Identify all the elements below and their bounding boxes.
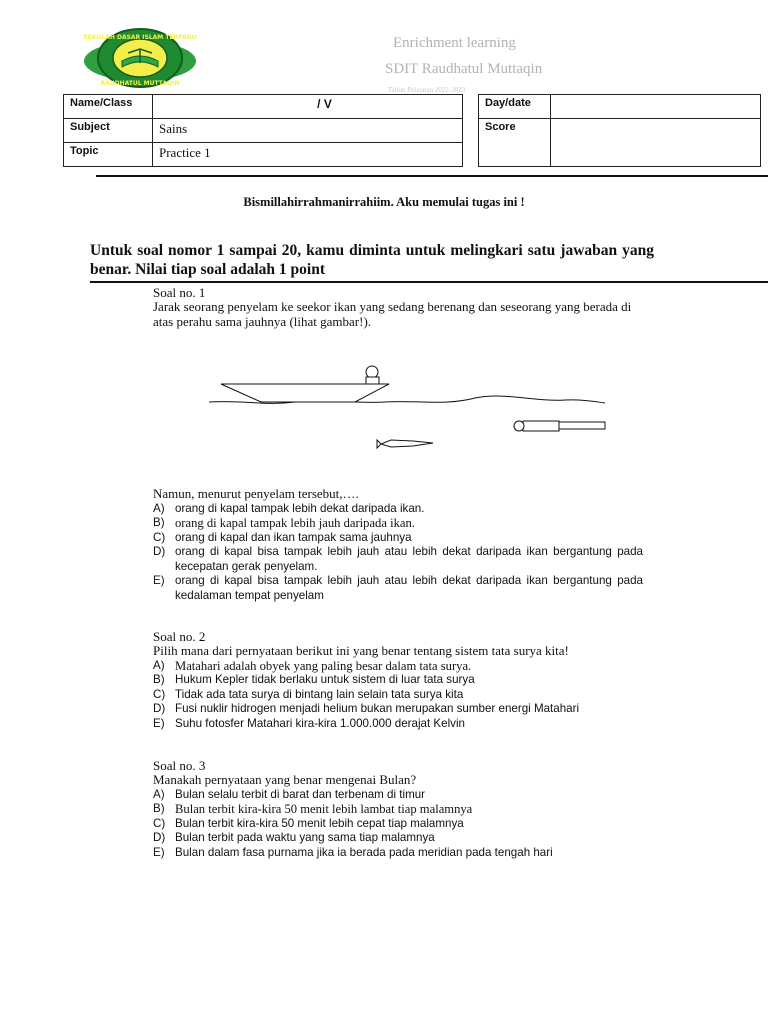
header-title-line1: Enrichment learning <box>393 35 516 51</box>
question-1-number: Soal no. 1 <box>153 285 206 300</box>
score-field[interactable] <box>551 119 761 167</box>
option-2e[interactable]: E) Suhu fotosfer Matahari kira-kira 1.000.000 derajat Kelvin <box>153 716 466 730</box>
question-1-stem: Namun, menurut penyelam tersebut,…. <box>153 486 359 501</box>
day-date-field[interactable] <box>551 95 761 119</box>
logo-text-bottom: RAUDHATUL MUTTAQIN <box>100 80 180 87</box>
option-1c[interactable]: C) orang di kapal dan ikan tampak sama jauhnya <box>153 530 412 544</box>
question-1-text: Jarak seorang penyelam ke seekor ikan yang sedang berenang dan seseorang yang berada di atas perahu sama jauhnya (lihat gambar!). <box>153 299 632 329</box>
question-3-options <box>153 788 643 861</box>
question-2-number: Soal no. 2 <box>153 629 206 644</box>
name-class-label: Name/Class <box>64 95 153 119</box>
question-1 <box>153 286 643 329</box>
question-2-options <box>153 659 643 732</box>
option-3c[interactable]: C) Bulan terbit kira-kira 50 menit lebih cepat tiap malamnya <box>153 816 464 830</box>
subject-label: Subject <box>64 119 153 143</box>
option-2a[interactable]: A) Matahari adalah obyek yang paling besar dalam tata surya. <box>153 658 472 673</box>
question-2-text: Pilih mana dari pernyataan berikut ini yang benar tentang sistem tata surya kita! <box>153 643 569 658</box>
option-1e[interactable]: E) orang di kapal bisa tampak lebih jauh atau lebih dekat daripada ikan bergantung pada kedalaman tempat penyelam <box>153 574 643 603</box>
option-3a[interactable]: A) Bulan selalu terbit di barat dan terbenam di timur <box>153 787 426 801</box>
option-2b[interactable]: B) Hukum Kepler tidak berlaku untuk sistem di luar tata surya <box>153 673 475 687</box>
boat-diver-fish-figure <box>205 362 615 457</box>
date-score-table <box>478 94 761 167</box>
instruction-text: Untuk soal nomor 1 sampai 20, kamu diminta untuk melingkari satu jawaban yang benar. Nilai tiap soal adalah 1 point <box>90 242 654 278</box>
logo-text-top: SEKOLAH DASAR ISLAM TERPADU <box>83 34 197 41</box>
option-2d[interactable]: D) Fusi nuklir hidrogen menjadi helium bukan merupakan sumber energi Matahari <box>153 702 580 716</box>
header-title-line2: SDIT Raudhatul Muttaqin <box>385 61 543 77</box>
score-label: Score <box>479 119 551 167</box>
option-3b[interactable]: B) Bulan terbit kira-kira 50 menit lebih lambat tiap malamnya <box>153 802 473 817</box>
option-3d[interactable]: D) Bulan terbit pada waktu yang sama tiap malamnya <box>153 831 435 845</box>
student-info-table <box>63 94 463 167</box>
header-divider-thick <box>96 175 768 177</box>
header-year: Tahun Pelajaran 2022-2023 <box>388 86 466 94</box>
option-1a[interactable]: A) orang di kapal tampak lebih dekat daripada ikan. <box>153 501 425 515</box>
question-3-text: Manakah pernyataan yang benar mengenai Bulan? <box>153 772 417 787</box>
question-1-options <box>153 502 643 604</box>
day-date-label: Day/date <box>479 95 551 119</box>
school-crest-icon <box>82 25 198 91</box>
boat-diver-fish-icon <box>205 362 615 457</box>
question-1-options-block <box>153 487 643 604</box>
option-2c[interactable]: C) Tidak ada tata surya di bintang lain selain tata surya kita <box>153 687 464 701</box>
question-2 <box>153 630 643 731</box>
question-3-number: Soal no. 3 <box>153 758 206 773</box>
option-1b[interactable]: B) orang di kapal tampak lebih jauh daripada ikan. <box>153 516 415 531</box>
option-3e[interactable]: E) Bulan dalam fasa purnama jika ia berada pada meridian pada tengah hari <box>153 845 553 859</box>
option-1d[interactable]: D) orang di kapal bisa tampak lebih jauh atau lebih dekat daripada ikan bergantung pada kecepatan gerak penyelam. <box>153 545 643 573</box>
name-class-field[interactable]: / V <box>153 95 463 119</box>
topic-label: Topic <box>64 143 153 167</box>
subject-field[interactable]: Sains <box>153 119 463 143</box>
instruction-divider <box>90 281 768 283</box>
bismillah-text: Bismillahirrahmanirrahiim. Aku memulai tugas ini ! <box>243 195 525 209</box>
question-3 <box>153 759 643 860</box>
topic-field[interactable]: Practice 1 <box>153 143 463 167</box>
school-logo <box>82 25 198 91</box>
